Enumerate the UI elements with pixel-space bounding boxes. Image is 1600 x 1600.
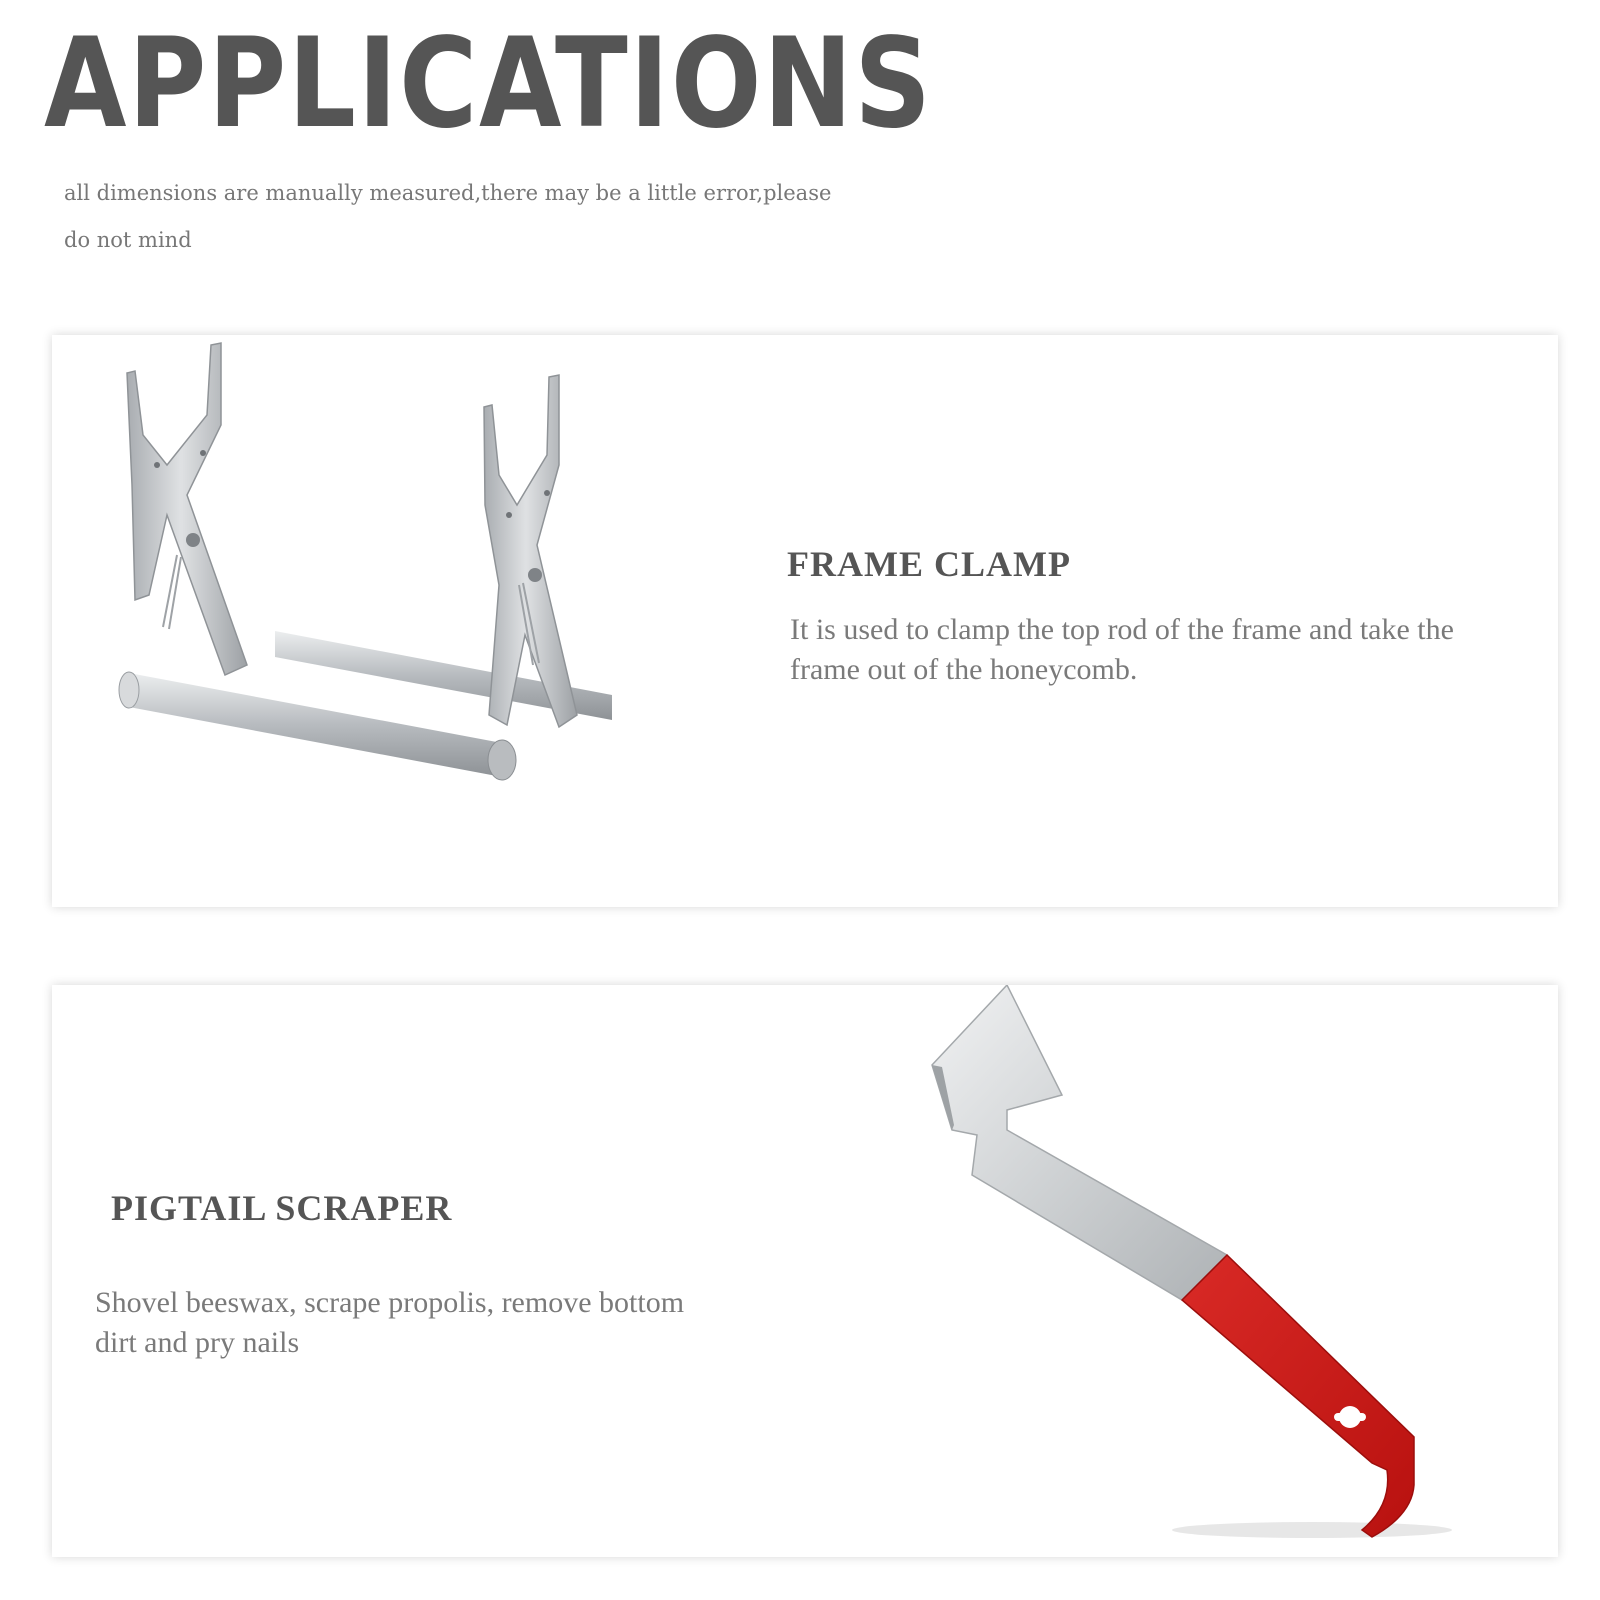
product-card-frame-clamp — [52, 335, 1558, 907]
product-card-pigtail-scraper — [52, 985, 1558, 1557]
measurement-note: all dimensions are manually measured,there may be a little error,please do not mind — [64, 181, 832, 252]
frame-clamp-description: It is used to clamp the top rod of the frame and take the frame out of the honeycomb. — [790, 613, 1454, 686]
frame-clamp-icon — [107, 335, 667, 815]
pigtail-scraper-icon — [882, 985, 1482, 1557]
pigtail-scraper-title: PIGTAIL SCRAPER — [111, 1188, 453, 1228]
frame-clamp-title: FRAME CLAMP — [787, 544, 1071, 584]
page-title: APPLICATIONS — [44, 12, 933, 156]
pigtail-scraper-description: Shovel beeswax, scrape propolis, remove bottom dirt and pry nails — [95, 1286, 685, 1359]
